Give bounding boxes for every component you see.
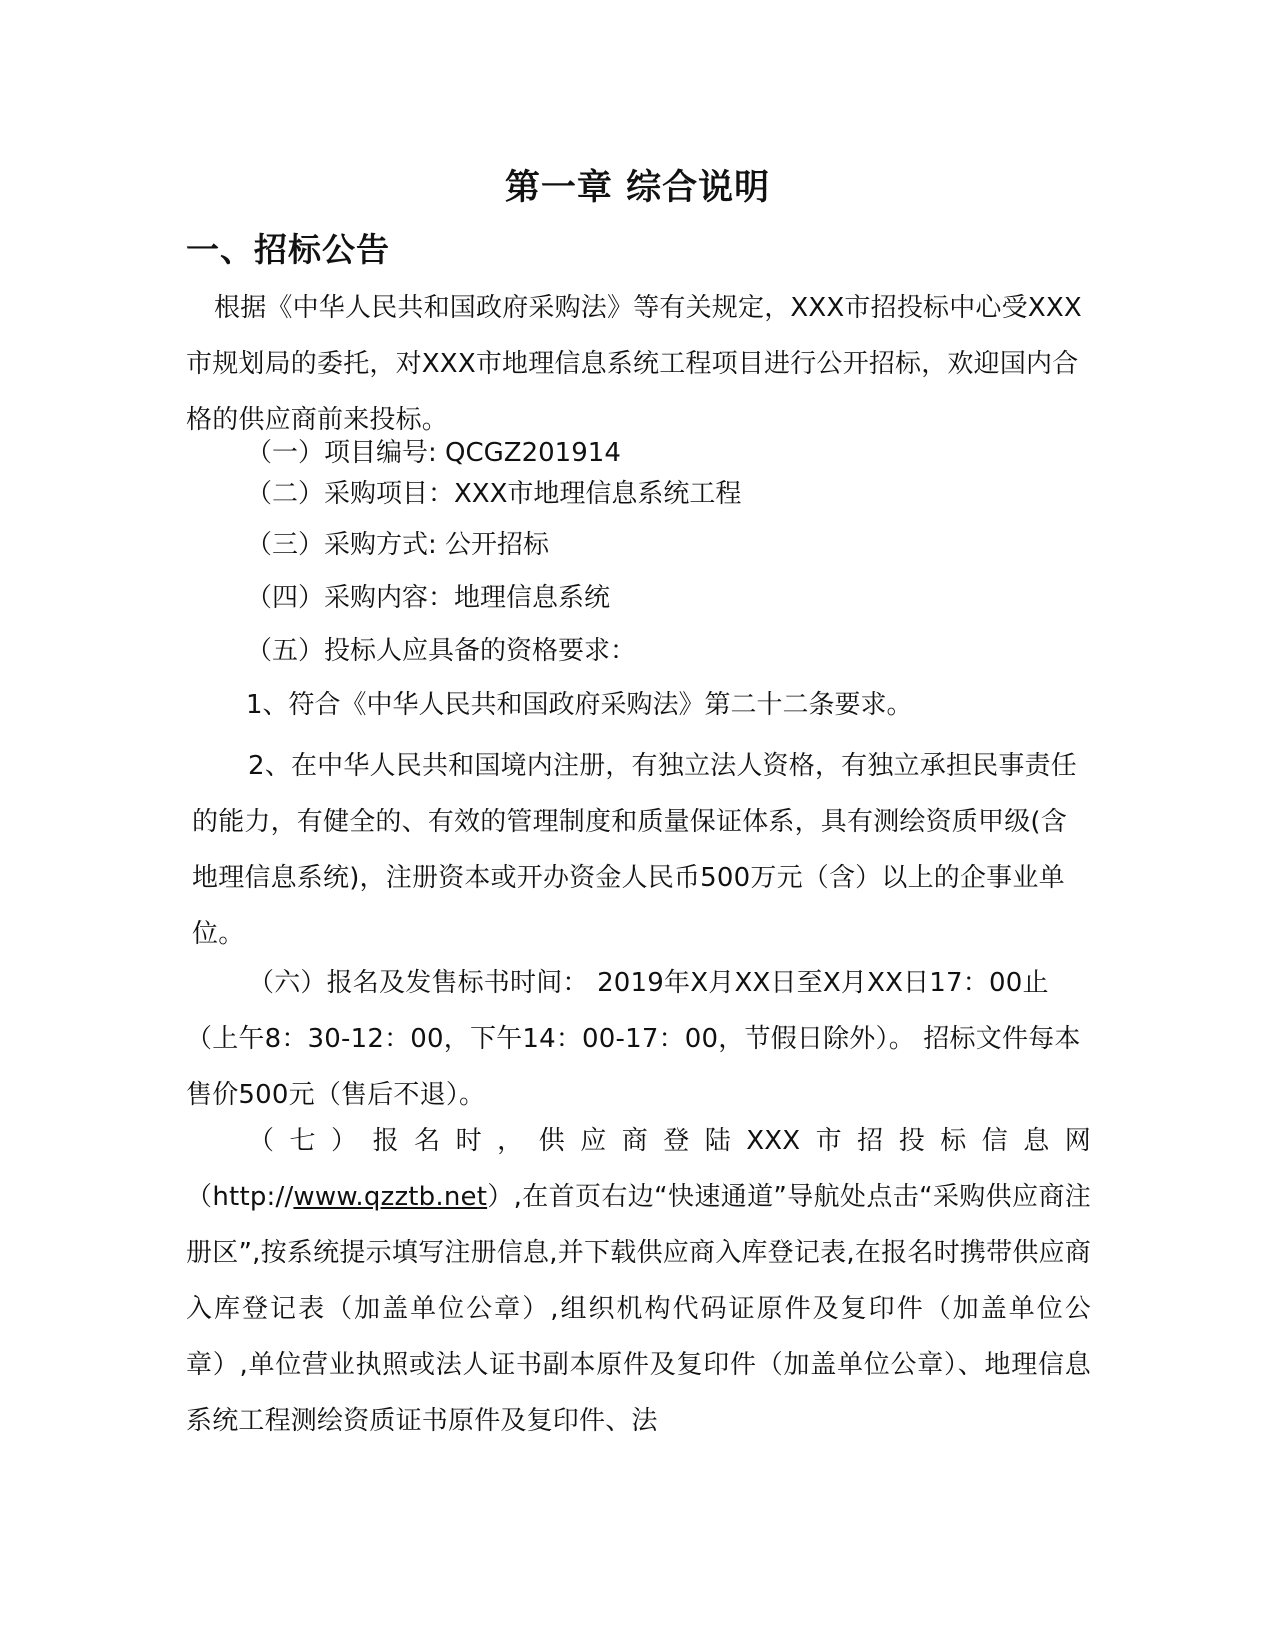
section-title: 一、招标公告 [186, 230, 390, 269]
website-link[interactable]: www.qzztb.net [293, 1182, 488, 1212]
registration-procedure-paragraph [186, 1113, 1091, 1449]
registration-procedure-after-link: ）,在首页右边“快速通道”导航处点击“采购供应商注册区”,按系统提示填写注册信息,并下载供应商入库登记表,在报名时携带供应商入库登记表（加盖单位公章）,组织机构代码证原件及复印件（加盖单位公章）,单位营业执照或法人证书副本原件及复印件（加盖单位公章）、地理信息系统工程测绘资质证书原件及复印件、法 [186, 1182, 1091, 1436]
registration-time-paragraph: （六）报名及发售标书时间： 2019年X月XX日至X月XX日17：00止（上午8：30-12：00，下午14：00-17：00，节假日除外）。 招标文件每本售价500元（售后不退）。 [186, 968, 1081, 1110]
item-project-number: （一）项目编号: QCGZ201914 [246, 438, 621, 468]
chapter-title: 第一章 综合说明 [504, 168, 771, 208]
item-qualification-requirements: （五）投标人应具备的资格要求： [246, 636, 637, 666]
requirement-1: 1、符合《中华人民共和国政府采购法》第二十二条要求。 [246, 690, 913, 720]
requirement-2: 2、在中华人民共和国境内注册，有独立法人资格，有独立承担民事责任的能力，有健全的、有效的管理制度和质量保证体系，具有测绘资质甲级(含地理信息系统)，注册资本或开办资金人民币500万元（含）以上的企事业单位。 [192, 751, 1077, 949]
item-procurement-project: （二）采购项目：XXX市地理信息系统工程 [246, 479, 742, 509]
registration-procedure-before-link: （七）报名时，供应商登陆XXX市招投标信息网（http:// [186, 1126, 1091, 1212]
item-procurement-method: （三）采购方式: 公开招标 [246, 530, 550, 560]
item-procurement-content: （四）采购内容：地理信息系统 [246, 583, 611, 613]
intro-paragraph: 根据《中华人民共和国政府采购法》等有关规定，XXX市招投标中心受XXX市规划局的委托，对XXX市地理信息系统工程项目进行公开招标，欢迎国内合格的供应商前来投标。 [186, 293, 1082, 435]
